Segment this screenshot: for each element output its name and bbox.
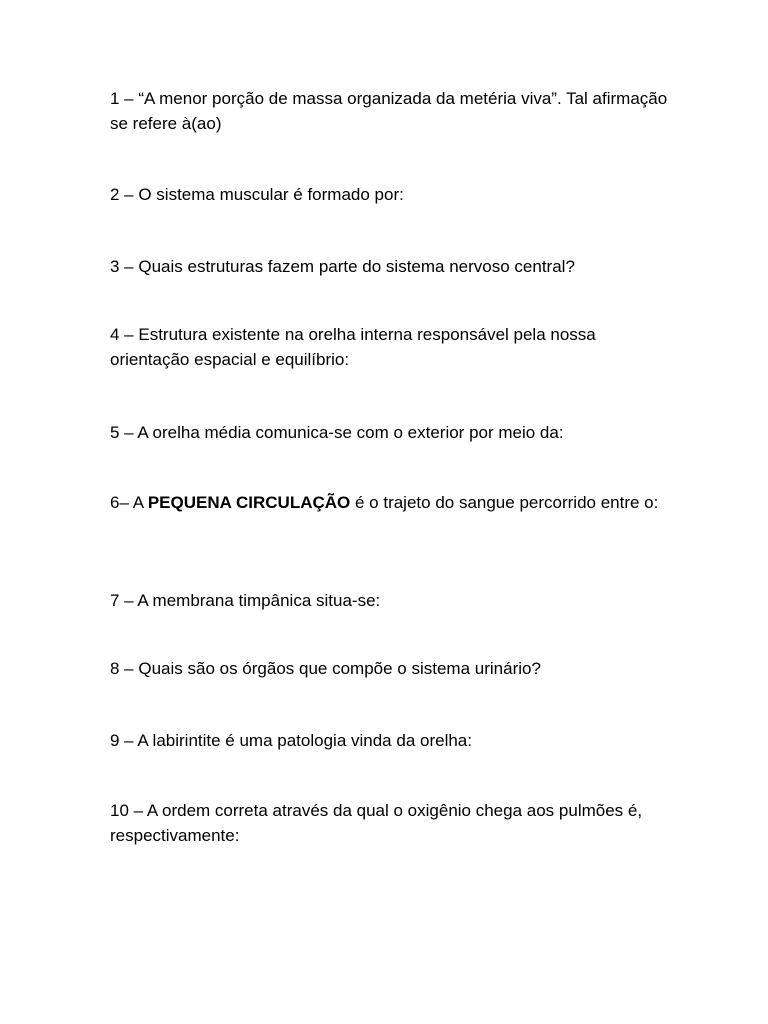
- question-6: [110, 490, 670, 515]
- question-9: 9 – A labirintite é uma patologia vinda da orelha:: [110, 731, 472, 750]
- question-2: 2 – O sistema muscular é formado por:: [110, 185, 404, 204]
- question-7: 7 – A membrana timpânica situa-se:: [110, 591, 381, 610]
- question-10: 10 – A ordem correta através da qual o oxigênio chega aos pulmões é, respectivamente:: [110, 801, 643, 845]
- question-8: 8 – Quais são os órgãos que compõe o sistema urinário?: [110, 659, 541, 678]
- question-6-prefix: 6– A: [110, 493, 148, 512]
- question-5: 5 – A orelha média comunica-se com o exterior por meio da:: [110, 423, 564, 442]
- question-3: 3 – Quais estruturas fazem parte do sistema nervoso central?: [110, 257, 575, 276]
- question-6-suffix: é o trajeto do sangue percorrido entre o:: [350, 493, 659, 512]
- question-1: 1 – “A menor porção de massa organizada da metéria viva”. Tal afirmação se refere à(ao): [110, 89, 668, 133]
- question-6-emphasis: PEQUENA CIRCULAÇÃO: [147, 493, 351, 512]
- question-4: 4 – Estrutura existente na orelha interna responsável pela nossa orientação espacial e equilíbrio:: [110, 325, 596, 369]
